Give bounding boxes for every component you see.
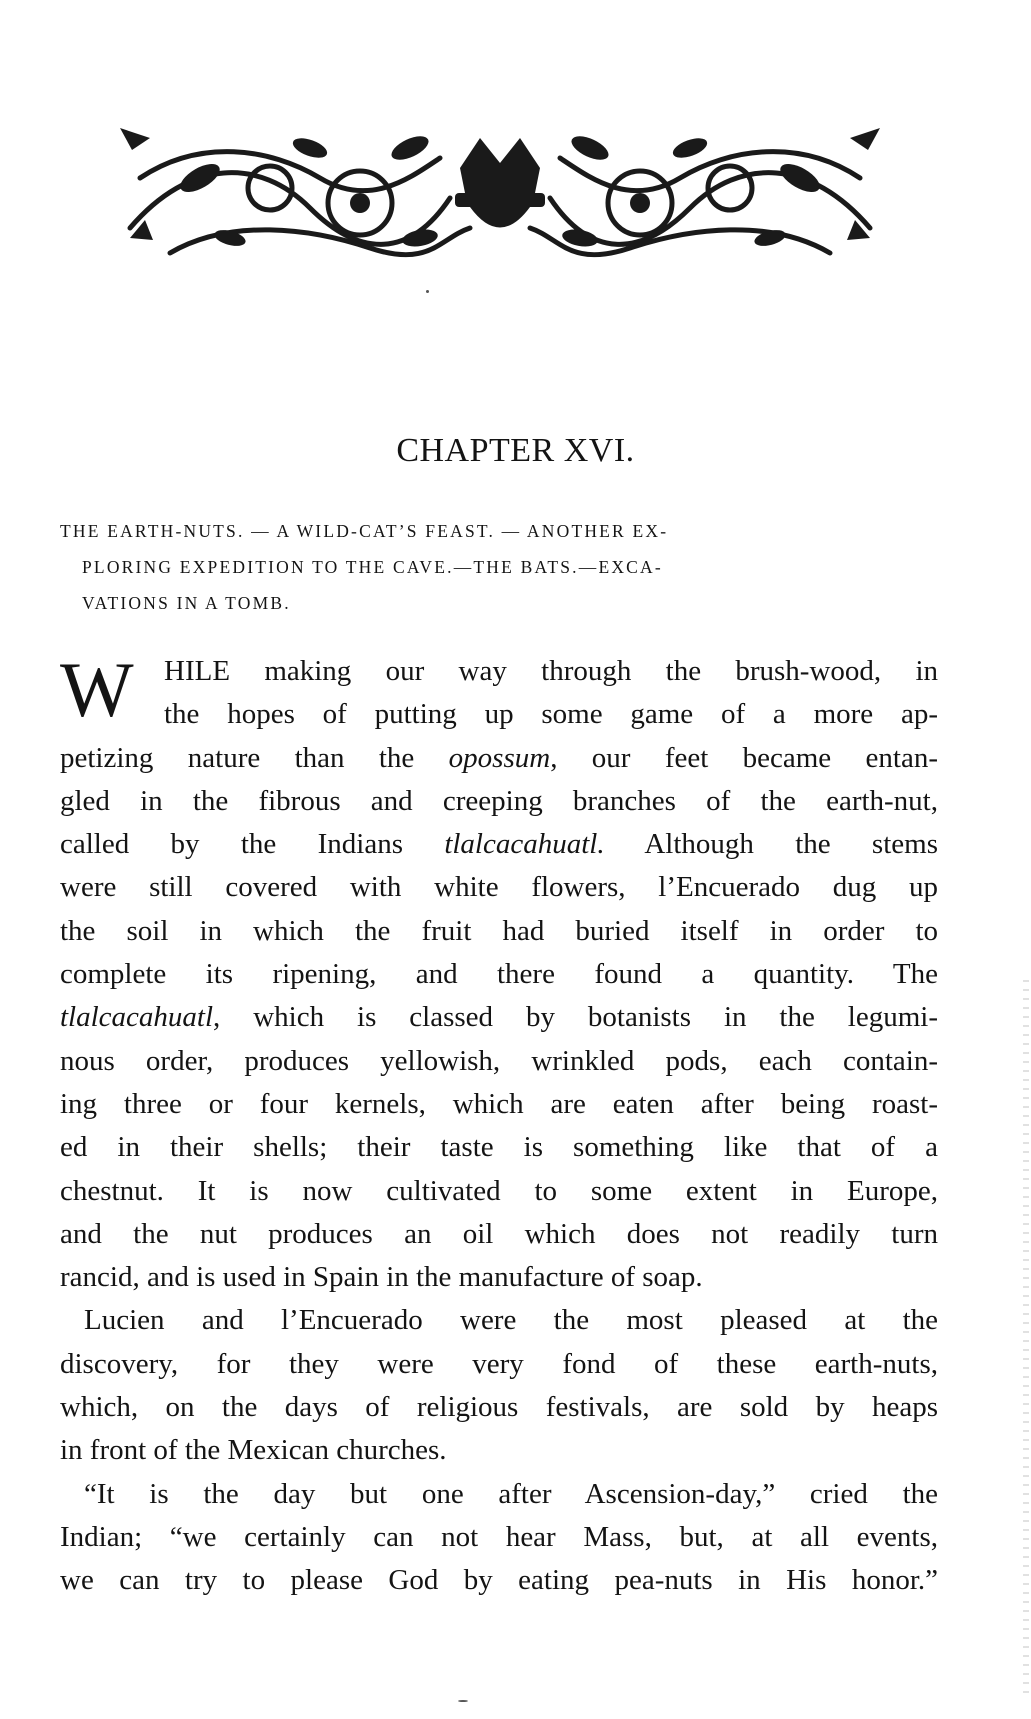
text-line: gled in the fibrous and creeping branches of the earth-nut, (60, 784, 938, 817)
text-line: and the nut produces an oil which does not readily turn (60, 1217, 938, 1250)
text-line: ed in their shells; their taste is something like that of a (60, 1131, 938, 1164)
text-line: “It is the day but one after Ascension-day,” cried the (84, 1477, 938, 1510)
summary-line: THE EARTH-NUTS. — A WILD-CAT’S FEAST. — ANOTHER EX- (60, 521, 669, 541)
text-line: in front of the Mexican churches. (60, 1434, 447, 1467)
summary-line: PLORING EXPEDITION TO THE CAVE.—THE BATS.—EXCA- (82, 557, 663, 577)
paragraph (60, 646, 938, 1299)
floral-crown-headpiece-icon (110, 118, 890, 268)
chapter-body (60, 646, 938, 1603)
paragraph (60, 1473, 938, 1603)
text-line: the hopes of putting up some game of a more ap- (164, 698, 938, 731)
summary-line: VATIONS IN A TOMB. (82, 593, 291, 613)
text-line: Lucien and l’Encuerado were the most pleased at the (84, 1304, 938, 1337)
text-line: called by the Indians tlalcacahuatl. Although the stems (60, 828, 938, 861)
chapter-title: CHAPTER XVI. (396, 432, 635, 469)
text-line: which, on the days of religious festivals, are sold by heaps (60, 1391, 938, 1424)
text-line: discovery, for they were very fond of these earth-nuts, (60, 1347, 938, 1380)
paragraph (60, 1299, 938, 1472)
text-line: chestnut. It is now cultivated to some extent in Europe, (60, 1174, 938, 1207)
text-line: nous order, produces yellowish, wrinkled pods, each contain- (60, 1044, 938, 1077)
text-line: ing three or four kernels, which are eaten after being roast- (60, 1087, 938, 1120)
text-line: the soil in which the fruit had buried itself in order to (60, 914, 938, 947)
text-line: petizing nature than the opossum, our feet became entan- (60, 741, 938, 774)
chapter-summary (60, 513, 940, 621)
text-line: W HILE making our way through the brush-wood, in (60, 646, 938, 733)
text-line: complete its ripening, and there found a quantity. The (60, 958, 938, 991)
text-line: rancid, and is used in Spain in the manufacture of soap. (60, 1261, 703, 1294)
text-line: were still covered with white flowers, l’Encuerado dug up (60, 871, 938, 904)
drop-cap: W (60, 646, 134, 733)
text-line: we can try to please God by eating pea-nuts in His honor.” (60, 1564, 938, 1597)
text-line: Indian; “we certainly can not hear Mass, but, at all events, (60, 1520, 938, 1553)
text-line: tlalcacahuatl, which is classed by botanists in the legumi- (60, 1001, 938, 1034)
scan-edge-noise (1023, 980, 1029, 1700)
